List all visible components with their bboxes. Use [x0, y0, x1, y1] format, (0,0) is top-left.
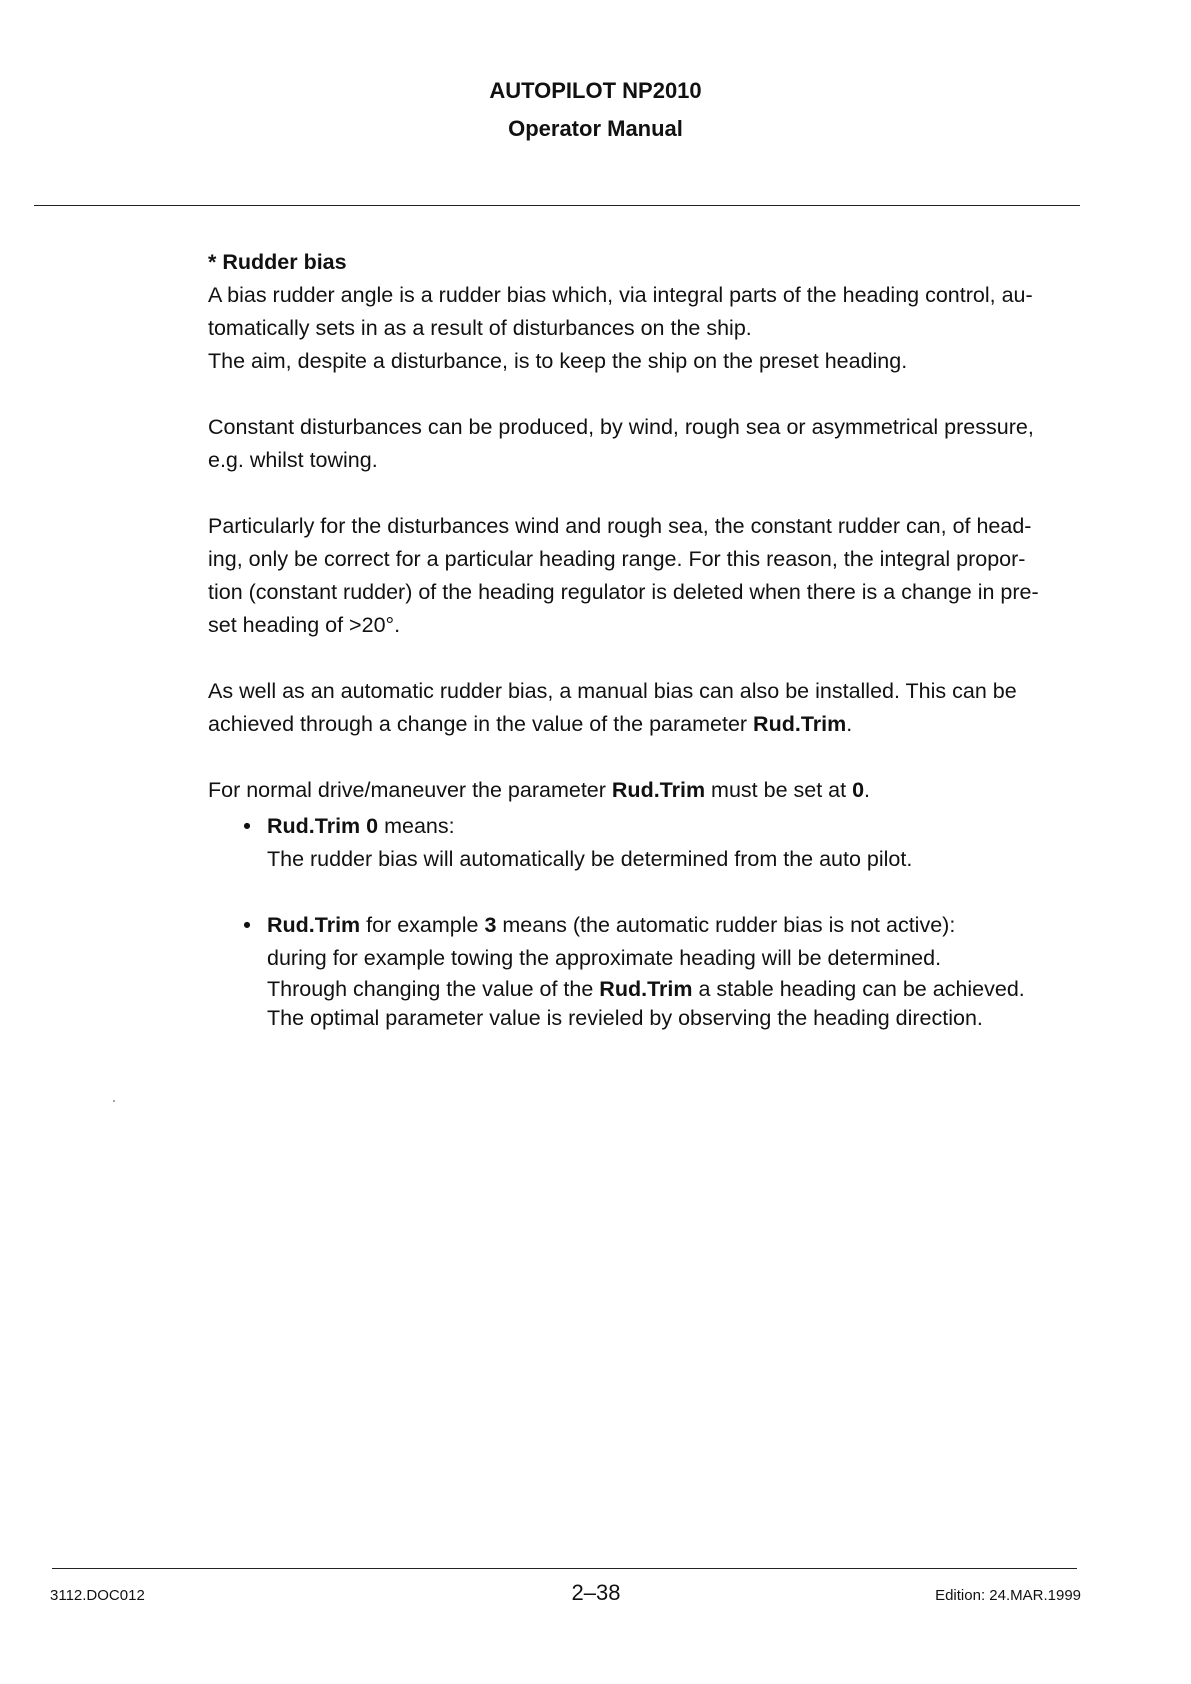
header-divider	[34, 205, 1080, 206]
text-line: ing, only be correct for a particular heading range. For this reason, the integral propor-	[208, 547, 1026, 571]
text-line: As well as an automatic rudder bias, a manual bias can also be installed. This can be	[208, 679, 1017, 703]
document-title: AUTOPILOT NP2010	[489, 78, 702, 103]
text-fragment: achieved through a change in the value of the parameter	[208, 712, 754, 736]
text-fragment: .	[846, 712, 853, 736]
text-fragment: for example	[360, 913, 485, 937]
main-content	[208, 246, 1078, 1033]
bullet-icon: •	[243, 913, 251, 937]
paragraph-manual-bias	[208, 675, 1078, 741]
parameter-value: 3	[484, 913, 497, 937]
parameter-value: 0	[852, 778, 865, 802]
text-line: set heading of >20°.	[208, 613, 401, 637]
paragraph-spacer	[208, 378, 1078, 411]
text-line: The optimal parameter value is revieled by observing the heading direction.	[267, 1006, 983, 1030]
text-line	[267, 810, 1078, 843]
edition-date: Edition: 24.MAR.1999	[935, 1587, 1081, 1604]
bullet-list	[208, 810, 1078, 1033]
text-line: e.g. whilst towing.	[208, 448, 378, 472]
paragraph-spacer	[208, 642, 1078, 675]
text-fragment: a stable heading can be achieved.	[692, 977, 1025, 1001]
parameter-name: Rud.Trim	[599, 977, 693, 1001]
text-line	[267, 909, 1078, 942]
footer-divider	[52, 1568, 1077, 1569]
parameter-name: Rud.Trim	[753, 712, 847, 736]
text-fragment: means:	[378, 814, 455, 838]
parameter-name: Rud.Trim	[267, 913, 361, 937]
page-number: 2–38	[571, 1580, 621, 1605]
bullet-icon: •	[243, 814, 251, 838]
scan-artifact	[113, 1100, 115, 1102]
text-line: The rudder bias will automatically be determined from the auto pilot.	[267, 847, 913, 871]
list-item	[208, 810, 1078, 876]
text-line	[267, 975, 1078, 1004]
document-subtitle: Operator Manual	[508, 116, 683, 141]
paragraph-constant-disturbances	[208, 411, 1078, 477]
text-line: Constant disturbances can be produced, by wind, rough sea or asymmetrical pressure,	[208, 415, 1034, 439]
text-line: Particularly for the disturbances wind and rough sea, the constant rudder can, of head-	[208, 514, 1032, 538]
document-code: 3112.DOC012	[50, 1587, 145, 1604]
text-fragment: For normal drive/maneuver the parameter	[208, 778, 612, 802]
text-line	[208, 708, 1078, 741]
parameter-name: Rud.Trim	[611, 778, 706, 802]
paragraph-heading-range	[208, 510, 1078, 642]
text-line: The aim, despite a disturbance, is to keep the ship on the preset heading.	[208, 349, 908, 373]
paragraph-spacer	[208, 477, 1078, 510]
text-line: tomatically sets in as a result of disturbances on the ship.	[208, 316, 752, 340]
paragraph-normal-drive	[208, 774, 1078, 807]
text-fragment: .	[864, 778, 871, 802]
paragraph-rudder-bias-definition	[208, 279, 1078, 378]
section-heading: * Rudder bias	[208, 250, 347, 274]
text-line: during for example towing the approximate heading will be determined.	[267, 946, 942, 970]
list-item	[208, 909, 1078, 1033]
text-line: A bias rudder angle is a rudder bias which, via integral parts of the heading control, au-	[208, 283, 1033, 307]
paragraph-spacer	[208, 741, 1078, 774]
parameter-setting: Rud.Trim 0	[267, 814, 379, 838]
text-line: tion (constant rudder) of the heading regulator is deleted when there is a change in pre-	[208, 580, 1039, 604]
text-fragment: Through changing the value of the	[267, 977, 600, 1001]
text-fragment: means (the automatic rudder bias is not active):	[496, 913, 956, 937]
text-fragment: must be set at	[705, 778, 853, 802]
